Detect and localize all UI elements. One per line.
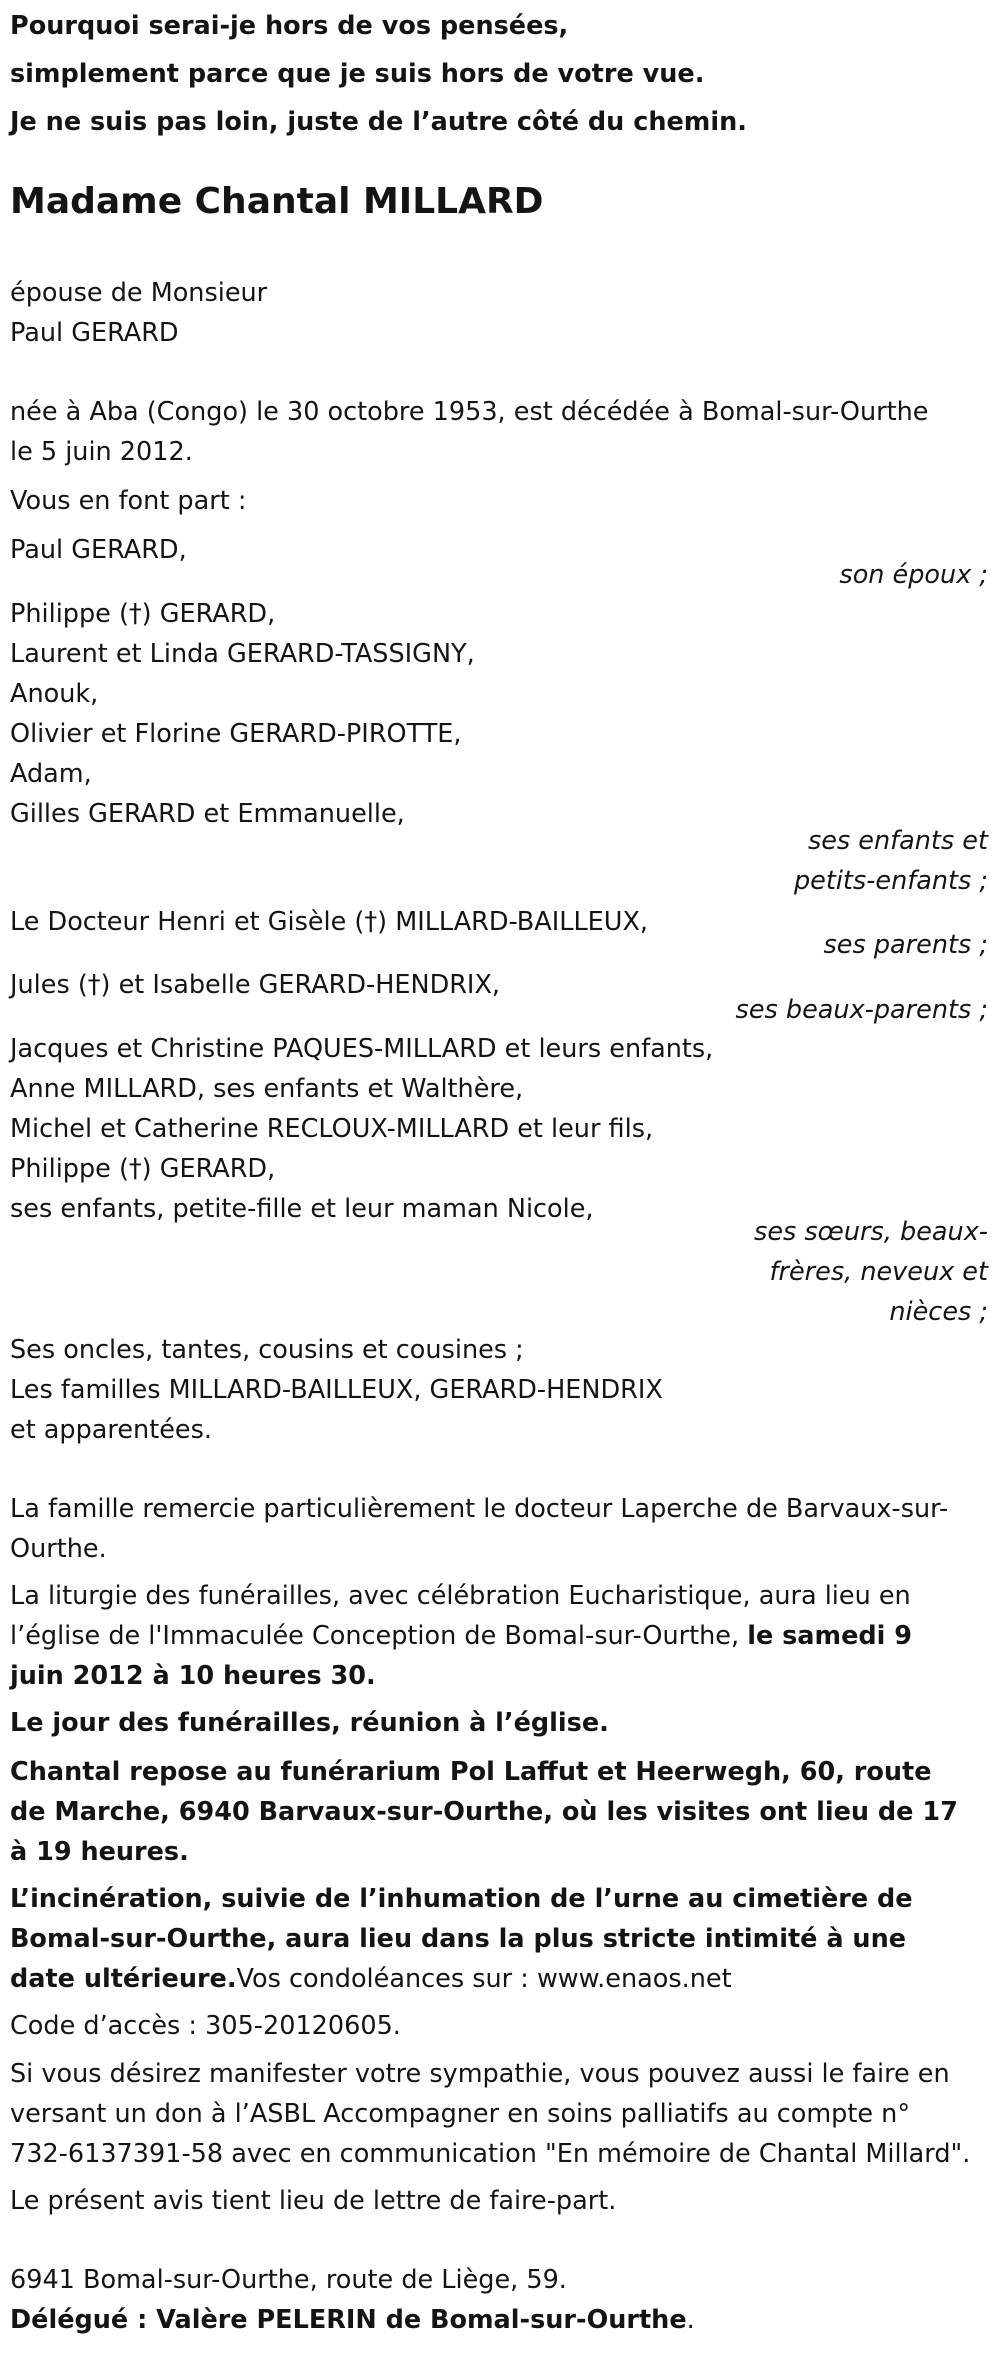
notice-paragraph: Le présent avis tient lieu de lettre de faire-part. xyxy=(10,2186,617,2216)
family-name: Ses oncles, tantes, cousins et cousines ; xyxy=(10,1335,524,1365)
poem-line: Je ne suis pas loin, juste de l’autre côté du chemin. xyxy=(10,107,747,137)
family-name: Laurent et Linda GERARD-TASSIGNY, xyxy=(10,639,475,669)
spouse-intro: Paul GERARD xyxy=(10,318,179,348)
delegate-line: Délégué : Valère PELERIN de Bomal-sur-Ourthe. xyxy=(10,2305,695,2335)
deceased-name: Madame Chantal MILLARD xyxy=(10,181,544,222)
family-name: Adam, xyxy=(10,759,92,789)
funerarium-paragraph: Chantal repose au funérarium Pol Laffut et Heerwegh, 60, route de Marche, 6940 Barvaux-sur-Ourthe, où les visites ont lieu de 17 à 19 heures. xyxy=(10,1757,958,1867)
relation-label: ses sœurs, beaux- xyxy=(754,1217,988,1247)
family-name: Les familles MILLARD-BAILLEUX, GERARD-HENDRIX xyxy=(10,1375,663,1405)
liturgy-text: La liturgie des funérailles, avec célébration Eucharistique, aura lieu en l’église de l'Immaculée Conception de Bomal-sur-Ourthe, xyxy=(10,1581,911,1651)
poem-line: Pourquoi serai-je hors de vos pensées, xyxy=(10,11,569,41)
meeting-paragraph: Le jour des funérailles, réunion à l’église. xyxy=(10,1708,609,1738)
spouse-intro: épouse de Monsieur xyxy=(10,278,268,308)
cremation-paragraph xyxy=(10,1879,972,1999)
family-name: Michel et Catherine RECLOUX-MILLARD et leur fils, xyxy=(10,1114,654,1144)
liturgy-date: le samedi 9 juin 2012 à 10 heures 30. xyxy=(10,1621,912,1691)
family-name: Anne MILLARD, ses enfants et Walthère, xyxy=(10,1074,524,1104)
relation-label: frères, neveux et xyxy=(769,1257,988,1287)
delegate-text: Délégué : Valère PELERIN de Bomal-sur-Ourthe xyxy=(10,2305,687,2335)
family-name: Gilles GERARD et Emmanuelle, xyxy=(10,799,405,829)
family-name: Philippe (†) GERARD, xyxy=(10,1154,276,1184)
family-name: Jules (†) et Isabelle GERARD-HENDRIX, xyxy=(10,970,501,1000)
family-name: Philippe (†) GERARD, xyxy=(10,599,276,629)
announce-line: Vous en font part : xyxy=(10,486,247,516)
relation-label: ses beaux-parents ; xyxy=(735,995,988,1025)
birth-death-line: née à Aba (Congo) le 30 octobre 1953, est décédée à Bomal-sur-Ourthe xyxy=(10,397,929,427)
donation-paragraph: Si vous désirez manifester votre sympathie, vous pouvez aussi le faire en versant un don à l’ASBL Accompagner en soins palliatifs au compte n° 732-6137391-58 avec en communication "En mémoire de Chantal Millard". xyxy=(10,2059,971,2169)
relation-label: ses enfants et xyxy=(807,826,988,856)
family-name: ses enfants, petite-fille et leur maman Nicole, xyxy=(10,1194,594,1224)
family-name: Paul GERARD, xyxy=(10,535,187,565)
access-code: Code d’accès : 305-20120605. xyxy=(10,2011,401,2041)
relation-label: petits-enfants ; xyxy=(793,866,988,896)
condolences-text: Vos condoléances sur : www.enaos.net xyxy=(236,1964,732,1994)
birth-death-line: le 5 juin 2012. xyxy=(10,437,193,467)
family-name: Jacques et Christine PAQUES-MILLARD et leurs enfants, xyxy=(10,1034,714,1064)
relation-label: nièces ; xyxy=(889,1297,988,1327)
address-line: 6941 Bomal-sur-Ourthe, route de Liège, 59. xyxy=(10,2265,567,2295)
relation-label: ses parents ; xyxy=(823,930,988,960)
family-name: et apparentées. xyxy=(10,1415,212,1445)
family-name: Le Docteur Henri et Gisèle (†) MILLARD-BAILLEUX, xyxy=(10,907,649,937)
thanks-paragraph: La famille remercie particulièrement le docteur Laperche de Barvaux-sur-Ourthe. xyxy=(10,1494,949,1564)
family-name: Anouk, xyxy=(10,679,99,709)
poem-line: simplement parce que je suis hors de votre vue. xyxy=(10,59,705,89)
cremation-text: L’incinération, suivie de l’inhumation de l’urne au cimetière de Bomal-sur-Ourthe, aura lieu dans la plus stricte intimité à une date ultérieure. xyxy=(10,1884,913,1994)
family-name: Olivier et Florine GERARD-PIROTTE, xyxy=(10,719,462,749)
liturgy-paragraph xyxy=(10,1576,972,1696)
relation-label: son époux ; xyxy=(839,560,988,590)
